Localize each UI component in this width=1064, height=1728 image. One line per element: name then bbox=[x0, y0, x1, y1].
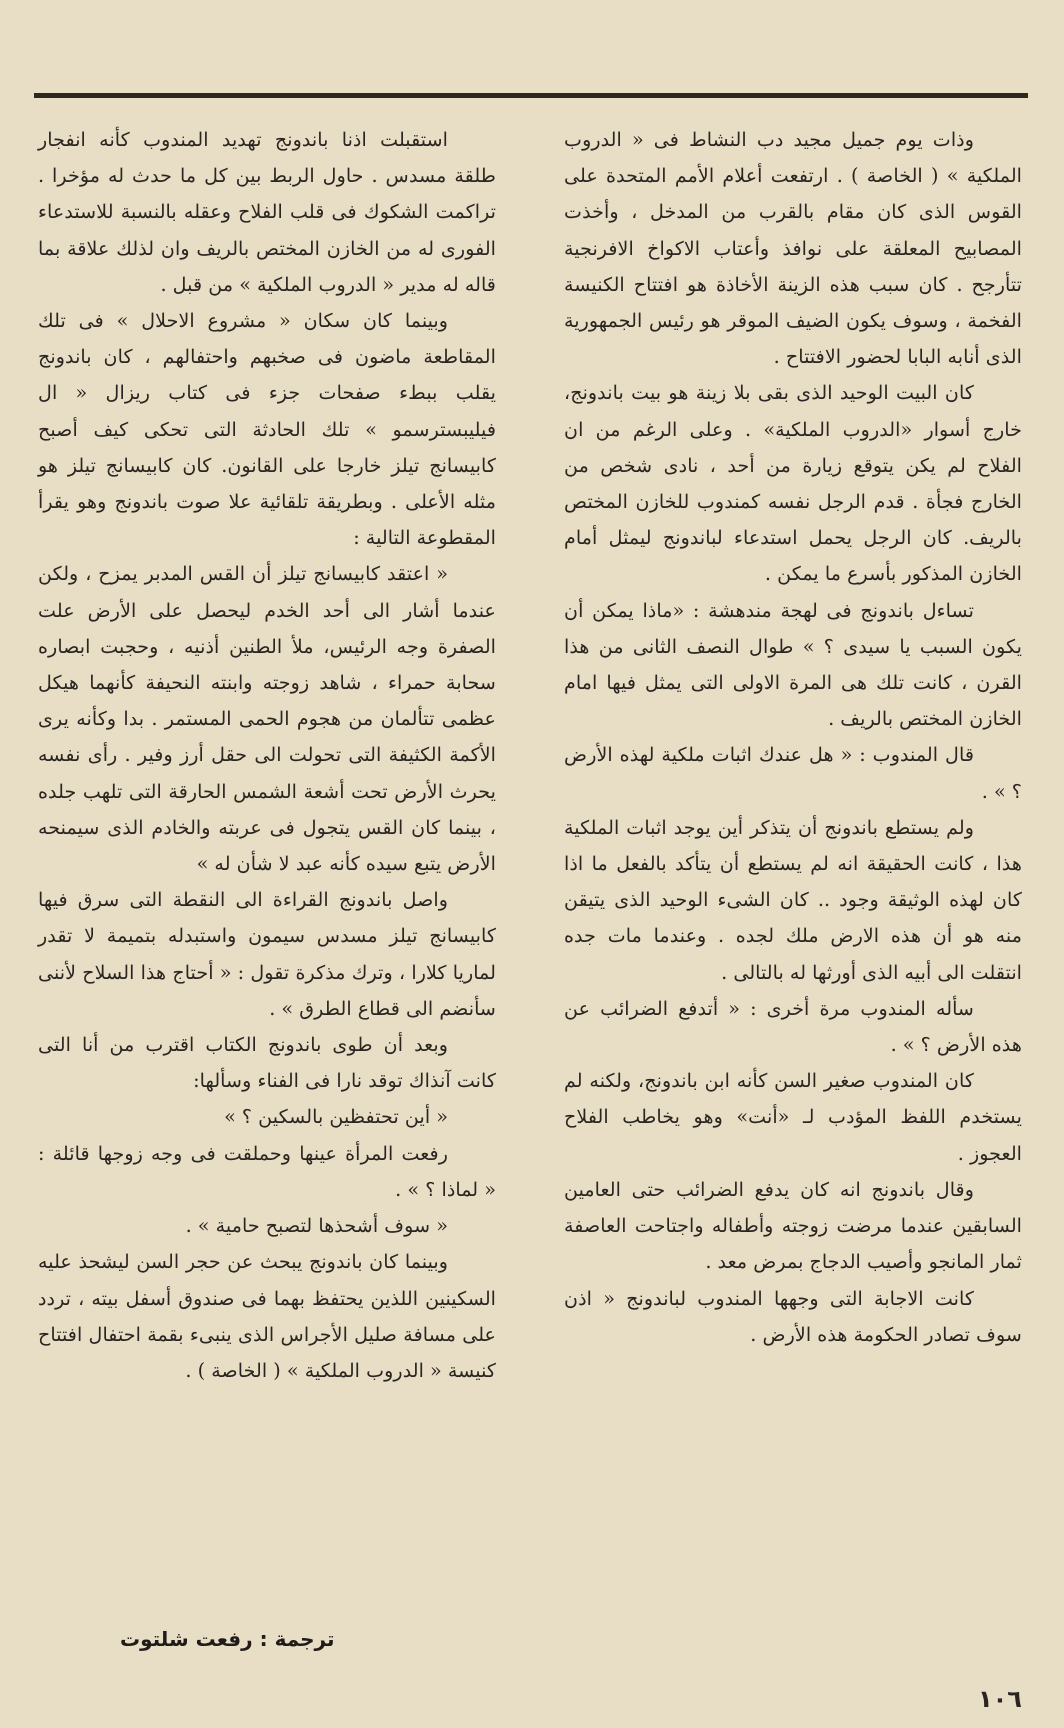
top-rule bbox=[34, 93, 1028, 98]
paragraph: ولم يستطع باندونج أن يتذكر أين يوجد اثبات الملكية هذا ، كانت الحقيقة انه لم يستطع أن يتأكد بالفعل ما اذا كان لهذه الوثيقة وجود .. كان الشىء الوحيد الذى يتيقن منه هو أن هذه الارض ملك لجده . وعندما مات جده انتقلت الى أبيه الذى أورثها له بالتالى . bbox=[564, 815, 1022, 984]
page-number: ١٠٦ bbox=[978, 1685, 1022, 1713]
paragraph: كان البيت الوحيد الذى بقى بلا زينة هو بيت باندونج، خارج أسوار «الدروب الملكية» . وعلى الرغم من ان الفلاح لم يكن يتوقع زيارة من أحد ، نادى شخص من الخارج فجأة . قدم الرجل نفسه كمندوب للخازن المختص بالريف. كان الرجل يحمل استدعاء لباندونج ليمثل أمام الخازن المذكور بأسرع ما يمكن . bbox=[564, 381, 1022, 586]
dialogue-line: « أين تحتفظين بالسكين ؟ » bbox=[224, 1105, 448, 1129]
paragraph: قال المندوب : « هل عندك اثبات ملكية لهذه الأرض ؟ » . bbox=[564, 743, 1022, 803]
paragraph: وبعد أن طوى باندونج الكتاب اقترب من أنا التى كانت آنذاك توقد نارا فى الفناء وسألها: bbox=[38, 1033, 496, 1093]
right-column bbox=[564, 122, 1022, 1353]
paragraph: وبينما كان سكان « مشروع الاحلال » فى تلك المقاطعة ماضون فى صخبهم واحتفالهم ، كان باندونج يقلب ببطء صفحات جزء فى كتاب ريزال « ال فيليبسترسمو » تلك الحادثة التى تحكى كيف أصبح كابيسانج تيلز خارجا على القانون. كان كابيسانج تيلز هو مثله الأعلى . وبطريقة تلقائية علا صوت باندونج وهو يقرأ المقطوعة التالية : bbox=[38, 309, 496, 550]
translator-credit: ترجمة : رفعت شلتوت bbox=[120, 1627, 335, 1651]
paragraph: وذات يوم جميل مجيد دب النشاط فى « الدروب الملكية » ( الخاصة ) . ارتفعت أعلام الأمم المتحدة على القوس الذى كان مقام بالقرب من المدخل ، وأخذت المصابيح المعلقة على نوافذ وأعتاب الاكواخ الافرنجية تتأرجح . كان سبب هذه الزينة الأخاذة هو افتتاح الكنيسة الفخمة ، وسوف يكون الضيف الموقر هو رئيس الجمهورية الذى أنابه البابا لحضور الافتتاح . bbox=[564, 128, 1022, 369]
paragraph: كان المندوب صغير السن كأنه ابن باندونج، ولكنه لم يستخدم اللفظ المؤدب لـ «أنت» وهو يخاطب الفلاح العجوز . bbox=[564, 1069, 1022, 1165]
left-column bbox=[38, 122, 496, 1389]
paragraph: رفعت المرأة عينها وحملقت فى وجه زوجها قائلة : « لماذا ؟ » . bbox=[38, 1141, 496, 1201]
paragraph: كانت الاجابة التى وجهها المندوب لباندونج « اذن سوف تصادر الحكومة هذه الأرض . bbox=[564, 1286, 1022, 1346]
paragraph: تساءل باندونج فى لهجة مندهشة : «ماذا يمكن أن يكون السبب يا سيدى ؟ » طوال النصف الثانى من هذا القرن ، كانت تلك هى المرة الاولى التى يمثل فيها امام الخازن المختص بالريف . bbox=[564, 598, 1022, 731]
paragraph: وقال باندونج انه كان يدفع الضرائب حتى العامين السابقين عندما مرضت زوجته وأطفاله واجتاحت العاصفة ثمار المانجو وأصيب الدجاج بمرض معد . bbox=[564, 1177, 1022, 1274]
paragraph: واصل باندونج القراءة الى النقطة التى سرق فيها كابيسانج تيلز مسدس سيمون واستبدله بتميمة لا تقدر لماريا كلارا ، وترك مذكرة تقول : « أحتاج هذا السلاح لأننى سأنضم الى قطاع الطرق » . bbox=[38, 888, 496, 1020]
paragraph: وبينما كان باندونج يبحث عن حجر السن ليشحذ عليه السكينين اللذين يحتفظ بهما فى صندوق أسفل بيته ، تردد على مسافة صليل الأجراس الذى ينبىء بقمة احتفال افتتاح كنيسة « الدروب الملكية » ( الخاصة ) . bbox=[38, 1250, 496, 1382]
quoted-paragraph: « اعتقد كابيسانج تيلز أن القس المدبر يمزح ، ولكن عندما أشار الى أحد الخدم ليحصل على الأرض علت الصفرة وجه الرئيس، ملأ الطنين أذنيه ، وحجبت ابصاره سحابة حمراء ، شاهد زوجته وابنته النحيفة كأنهما هيكل عظمى تتألمان من هجوم الحمى المستمر . بدا وكأنه يرى الأكمة الكثيفة التى تحولت الى حقل أرز وفير . رأى نفسه يحرث الأرض تحت أشعة الشمس الحارقة التى تلهب جلده ، بينما كان القس يتجول فى عربته والخادم الذى سيمنحه الأرض يتبع سيده كأنه عبد لا شأن له » bbox=[38, 562, 496, 876]
paragraph: استقبلت اذنا باندونج تهديد المندوب كأنه انفجار طلقة مسدس . حاول الربط بين كل ما حدث له مؤخرا . تراكمت الشكوك فى قلب الفلاح وعقله بالنسبة للاستدعاء الفورى له من الخازن المختص بالريف وان لذلك علاقة بما قاله له مدير « الدروب الملكية » من قبل . bbox=[38, 128, 496, 296]
paragraph: سأله المندوب مرة أخرى : « أتدفع الضرائب عن هذه الأرض ؟ » . bbox=[564, 996, 1022, 1057]
dialogue-line: « سوف أشحذها لتصبح حامية » . bbox=[185, 1214, 448, 1238]
